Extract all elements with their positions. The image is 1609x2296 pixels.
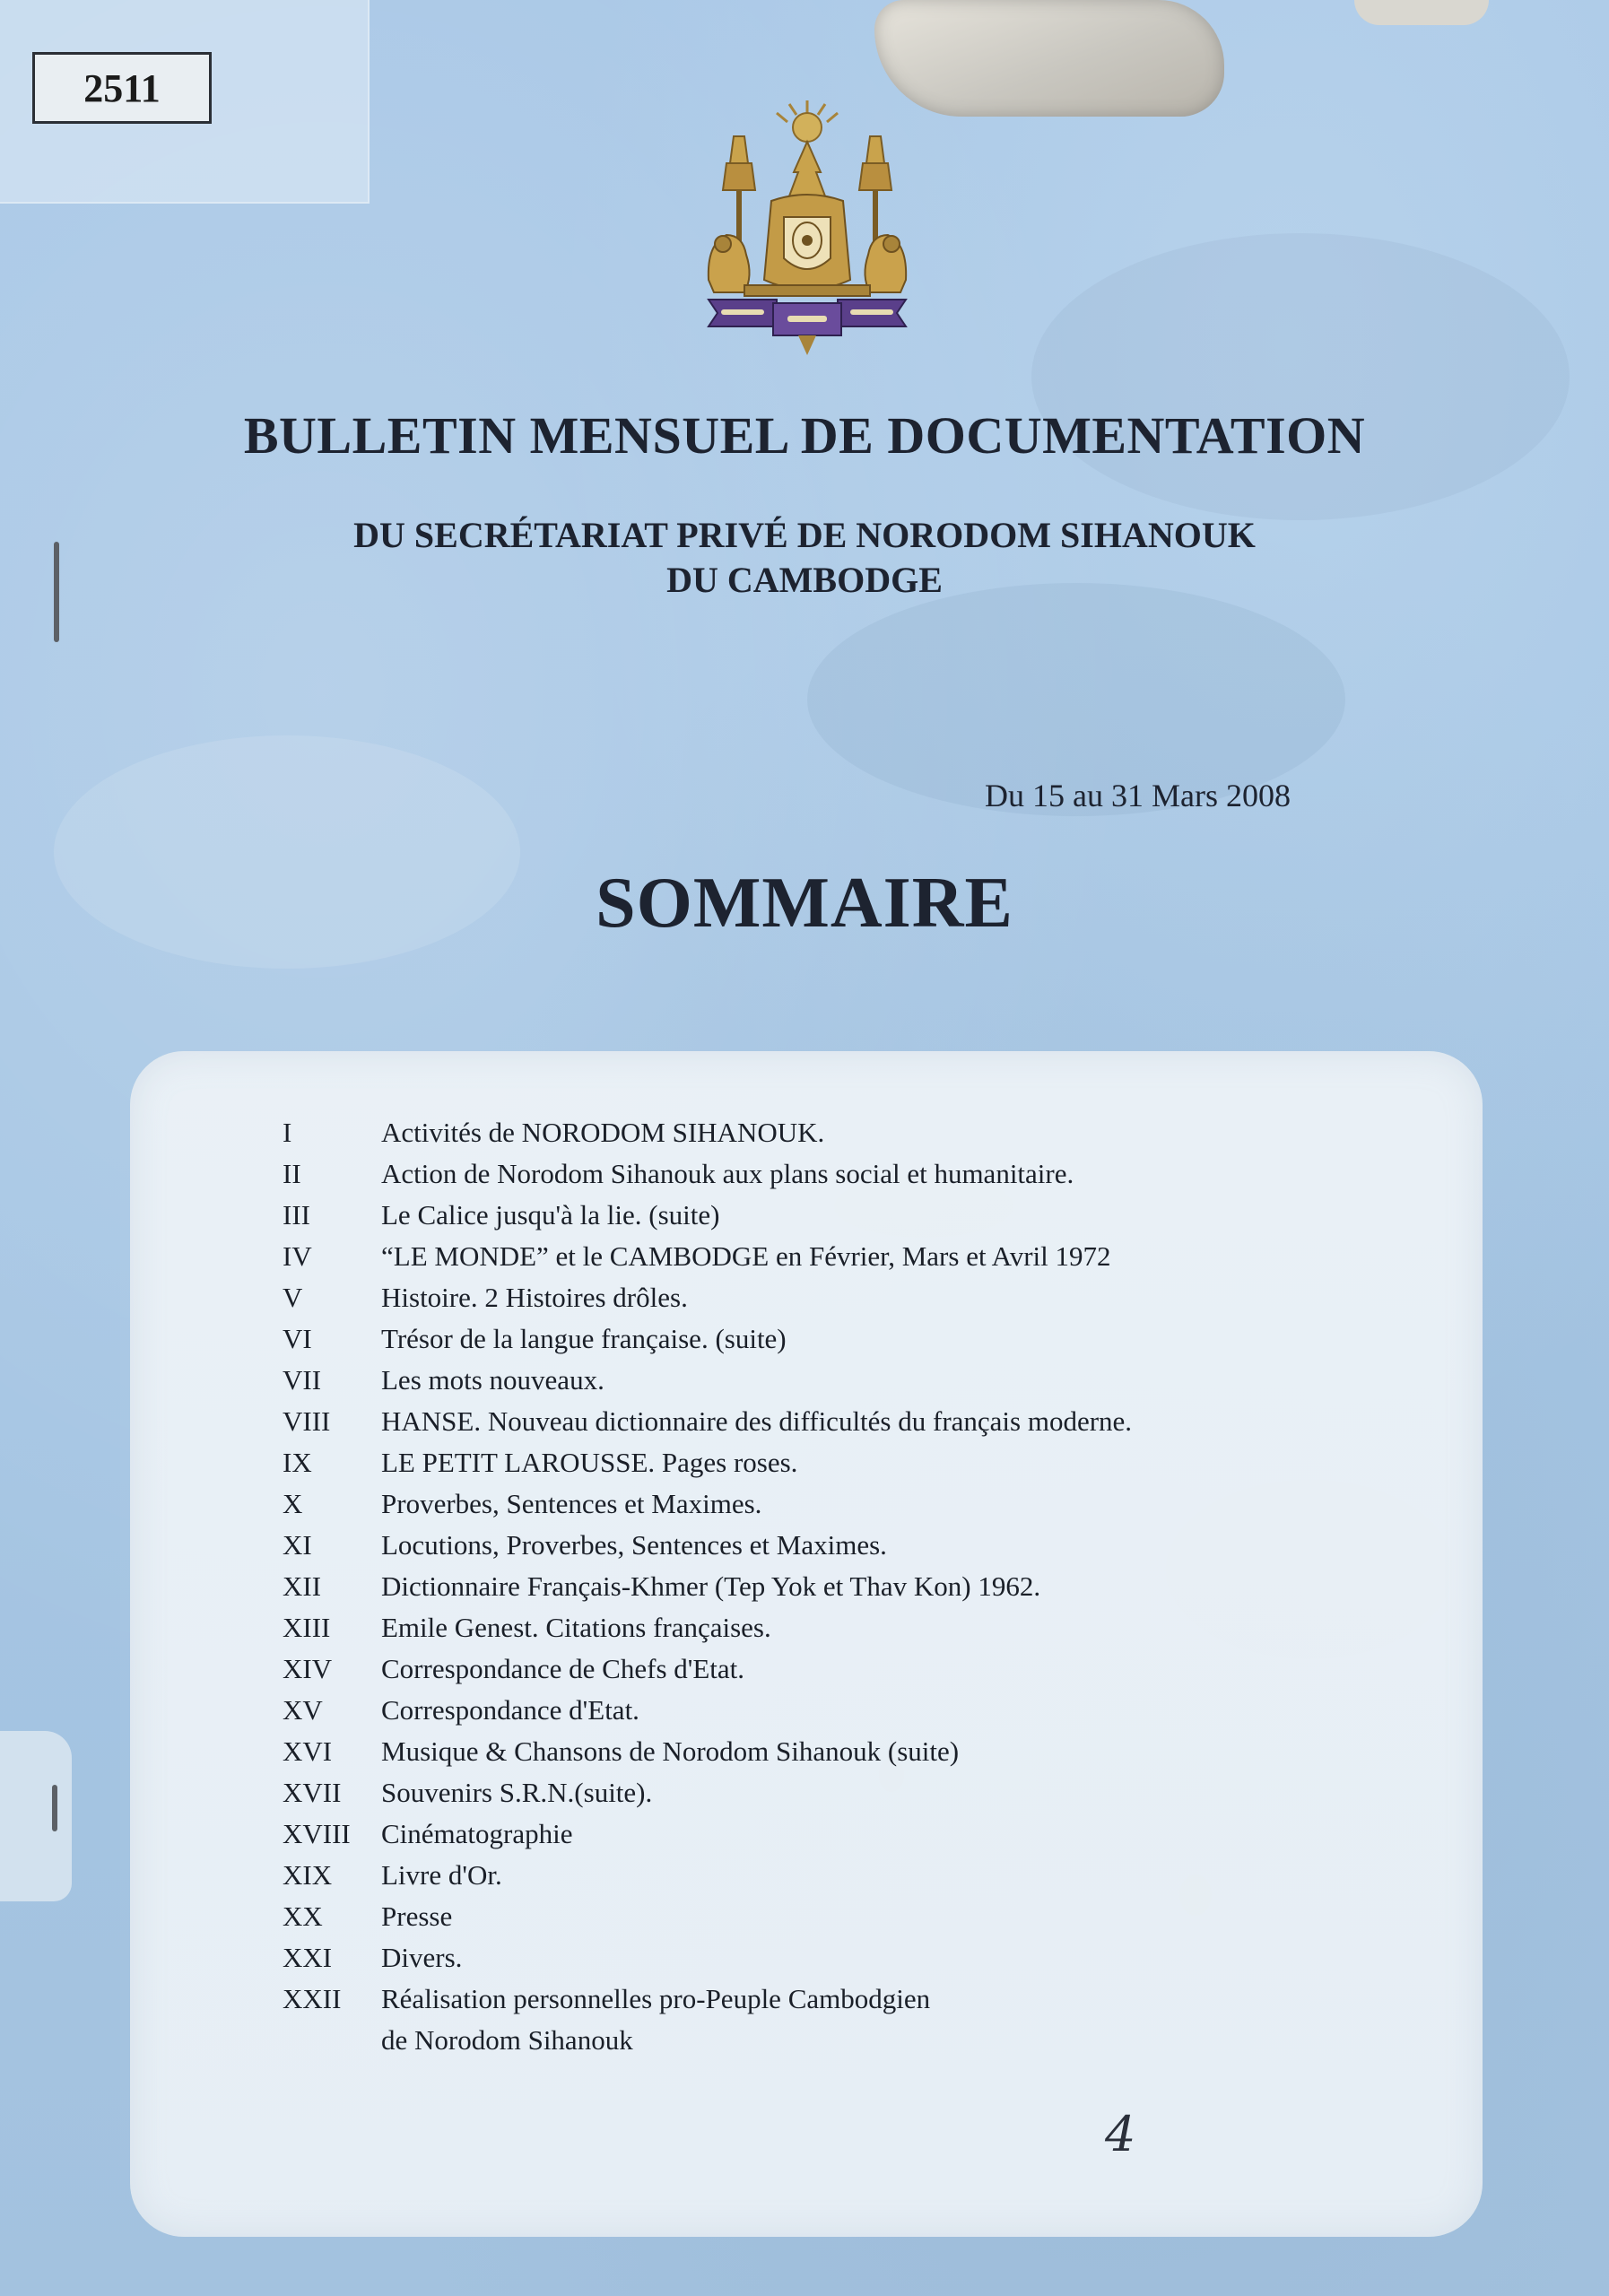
toc-numeral: XII	[283, 1570, 322, 1602]
toc-numeral: XIX	[283, 1859, 333, 1891]
subtitle-line-1: DU SECRÉTARIAT PRIVÉ DE NORODOM SIHANOUK	[353, 515, 1256, 555]
toc-text: Réalisation personnelles pro-Peuple Cambodgien	[381, 1983, 931, 2014]
toc-text: Activités de NORODOM SIHANOUK.	[381, 1117, 825, 1148]
toc-item-17	[130, 1772, 1296, 1813]
toc-item-21	[130, 1937, 1296, 1979]
toc-item-13	[130, 1607, 1296, 1648]
toc-item-18	[130, 1813, 1296, 1855]
toc-numeral: XX	[283, 1900, 323, 1932]
toc-item-10	[130, 1483, 1296, 1525]
toc-numeral: XIV	[283, 1653, 333, 1684]
toc-text: Presse	[381, 1900, 453, 1932]
toc-text: Proverbes, Sentences et Maximes.	[381, 1488, 762, 1519]
edge-damage	[0, 1731, 72, 1901]
subtitle-line-2: DU CAMBODGE	[666, 560, 943, 600]
toc-numeral: XVIII	[283, 1818, 351, 1849]
toc-text: Dictionnaire Français-Khmer (Tep Yok et Thav Kon) 1962.	[381, 1570, 1041, 1602]
toc-numeral: XVI	[283, 1735, 333, 1767]
toc-numeral: XXI	[283, 1942, 333, 1973]
toc-item-6	[130, 1318, 1296, 1360]
toc-numeral: XIII	[283, 1612, 331, 1643]
toc-item-8	[130, 1401, 1296, 1442]
handwritten-mark: 4	[1105, 2106, 1136, 2162]
toc-panel	[130, 1051, 1483, 2237]
toc-numeral: X	[283, 1488, 303, 1519]
toc-numeral: V	[283, 1282, 303, 1313]
toc-text: Locutions, Proverbes, Sentences et Maximes.	[381, 1529, 887, 1561]
toc-text: Livre d'Or.	[381, 1859, 502, 1891]
toc-item-3	[130, 1195, 1296, 1236]
toc-numeral: IV	[283, 1240, 312, 1272]
torn-corner	[874, 0, 1224, 117]
toc-item-16	[130, 1731, 1296, 1772]
toc-text: Correspondance de Chefs d'Etat.	[381, 1653, 745, 1684]
toc-item-20	[130, 1896, 1296, 1937]
toc-item-11	[130, 1525, 1296, 1566]
toc-numeral: VIII	[283, 1405, 331, 1437]
toc-numeral: XXII	[283, 1983, 342, 2014]
toc-text-continuation: de Norodom Sihanouk	[381, 2024, 633, 2056]
toc-item-2	[130, 1153, 1296, 1195]
toc-numeral: XVII	[283, 1777, 342, 1808]
staple-bottom	[52, 1785, 57, 1831]
torn-edge	[1354, 0, 1489, 25]
toc-text: HANSE. Nouveau dictionnaire des difficultés du français moderne.	[381, 1405, 1133, 1437]
toc-text: Cinématographie	[381, 1818, 573, 1849]
toc-text: Emile Genest. Citations françaises.	[381, 1612, 771, 1643]
toc-text: Le Calice jusqu'à la lie. (suite)	[381, 1199, 720, 1231]
issue-date: Du 15 au 31 Mars 2008	[985, 778, 1291, 813]
toc-item-4	[130, 1236, 1296, 1277]
toc-text: Histoire. 2 Histoires drôles.	[381, 1282, 688, 1313]
toc-text: Action de Norodom Sihanouk aux plans social et humanitaire.	[381, 1158, 1074, 1189]
archive-number-label: 2511	[32, 52, 212, 124]
toc-item-5	[130, 1277, 1296, 1318]
bulletin-subtitle	[0, 513, 1609, 603]
bulletin-title: BULLETIN MENSUEL DE DOCUMENTATION	[243, 406, 1366, 465]
toc-numeral: XI	[283, 1529, 312, 1561]
toc-numeral: IX	[283, 1447, 312, 1478]
toc-numeral: II	[283, 1158, 301, 1189]
toc-text: “LE MONDE” et le CAMBODGE en Février, Mars et Avril 1972	[381, 1240, 1111, 1272]
sommaire-heading: SOMMAIRE	[596, 864, 1013, 943]
toc-text: Divers.	[381, 1942, 463, 1973]
toc-numeral: VII	[283, 1364, 322, 1396]
toc-text: Trésor de la langue française. (suite)	[381, 1323, 787, 1354]
toc-numeral: XV	[283, 1694, 323, 1726]
toc-item-14	[130, 1648, 1296, 1690]
toc-item-7	[130, 1360, 1296, 1401]
toc-numeral: VI	[283, 1323, 312, 1354]
toc-numeral: III	[283, 1199, 310, 1231]
toc-item-1	[130, 1112, 1296, 1153]
toc-text: LE PETIT LAROUSSE. Pages roses.	[381, 1447, 798, 1478]
toc-item-22	[130, 1979, 1296, 2056]
toc-text: Souvenirs S.R.N.(suite).	[381, 1777, 653, 1808]
toc-item-19	[130, 1855, 1296, 1896]
toc-text: Correspondance d'Etat.	[381, 1694, 639, 1726]
royal-arms-emblem-icon	[691, 100, 924, 361]
toc-item-15	[130, 1690, 1296, 1731]
toc-item-12	[130, 1566, 1296, 1607]
toc-text: Les mots nouveaux.	[381, 1364, 604, 1396]
toc-text: Musique & Chansons de Norodom Sihanouk (suite)	[381, 1735, 960, 1767]
toc-numeral: I	[283, 1117, 292, 1148]
toc-item-9	[130, 1442, 1296, 1483]
